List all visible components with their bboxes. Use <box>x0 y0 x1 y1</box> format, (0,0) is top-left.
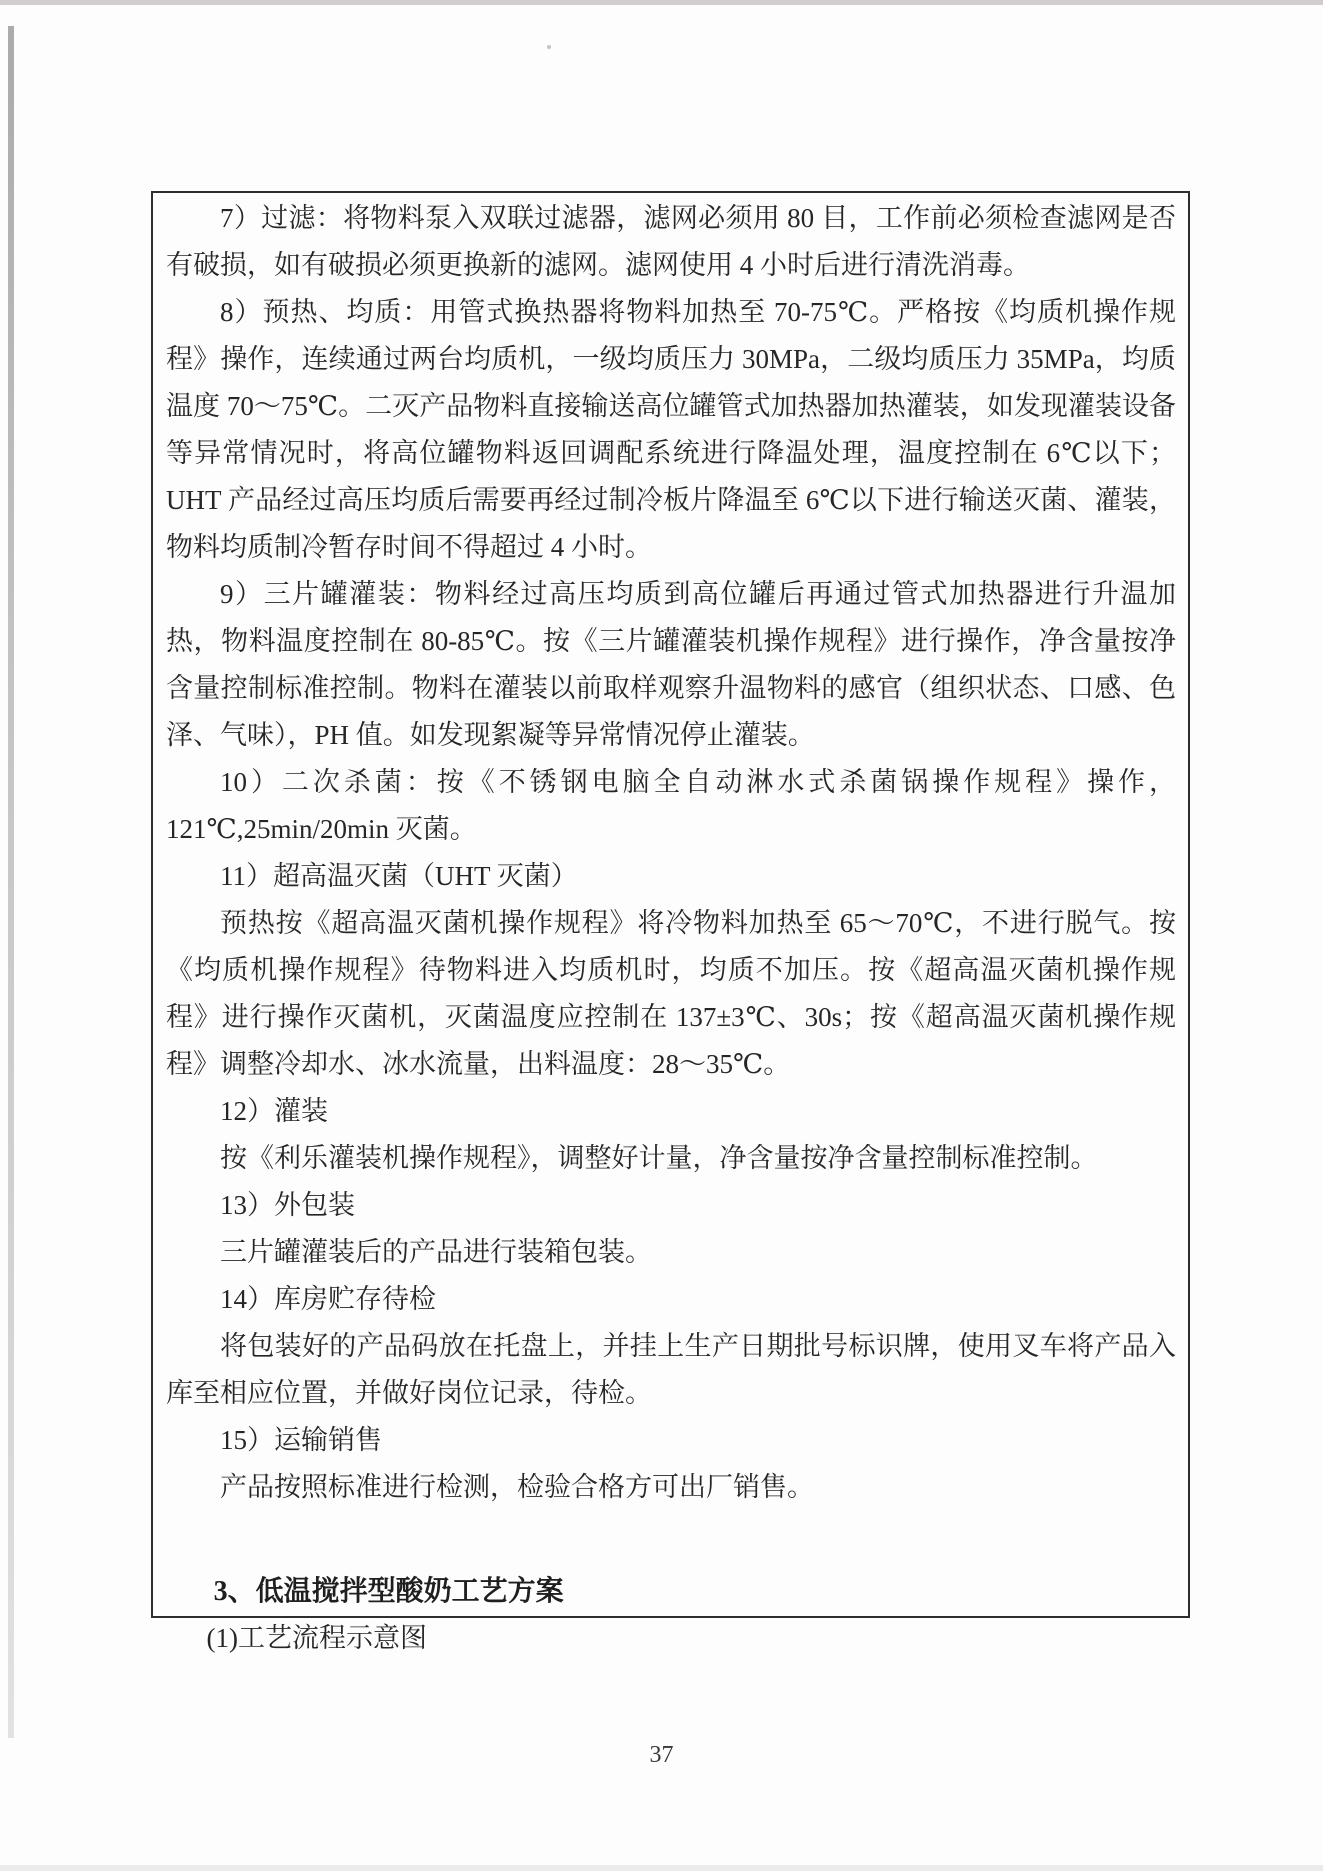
para-15-transport-sales-heading: 15）运输销售 <box>220 1425 382 1455</box>
para-14-warehouse-heading: 14）库房贮存待检 <box>220 1284 436 1314</box>
para-11-uht-heading: 11）超高温灭菌（UHT 灭菌） <box>220 861 578 891</box>
para-11-uht-body: 预热按《超高温灭菌机操作规程》将冷物料加热至 65～70℃，不进行脱气。按《均质机操作规程》待物料进入均质机时，均质不加压。按《超高温灭菌机操作规程》进行操作灭菌机，灭菌温度应控制在 137±3℃、30s；按《超高温灭菌机操作规程》调整冷却水、冰水流量，出料温度：28～35℃。 <box>166 908 1176 1079</box>
document-frame <box>151 191 1190 1653</box>
para-8-preheat-homogenize: 8）预热、均质：用管式换热器将物料加热至 70-75℃。严格按《均质机操作规程》操作，连续通过两台均质机，一级均质压力 30MPa，二级均质压力 35MPa，均质温度 70～75℃。二灭产品物料直接输送高位罐管式加热器加热灌装，如发现灌装设备等异常情况时，将高位罐物料返回调配系统进行降温处理，温度控制在 6℃以下；UHT 产品经过高压均质后需要再经过制冷板片降温至 6℃以下进行输送灭菌、灌装，物料均质制冷暂存时间不得超过 4 小时。 <box>166 297 1176 562</box>
para-7-filtering: 7）过滤：将物料泵入双联过滤器，滤网必须用 80 目，工作前必须检查滤网是否有破损，如有破损必须更换新的滤网。滤网使用 4 小时后进行清洗消毒。 <box>166 203 1176 280</box>
para-12-filling-body: 按《利乐灌装机操作规程》，调整好计量，净含量按净含量控制标准控制。 <box>220 1143 1098 1173</box>
page-number: 37 <box>649 1742 674 1768</box>
scan-speck <box>547 45 551 49</box>
para-15-transport-sales-body: 产品按照标准进行检测，检验合格方可出厂销售。 <box>220 1472 814 1502</box>
para-12-filling-heading: 12）灌装 <box>220 1096 328 1126</box>
para-13-outer-packaging-heading: 13）外包装 <box>220 1190 355 1220</box>
para-10-secondary-sterilization: 10）二次杀菌：按《不锈钢电脑全自动淋水式杀菌锅操作规程》操作，121℃,25min/20min 灭菌。 <box>166 767 1176 844</box>
scan-edge-left <box>8 26 14 1738</box>
section-3-subheading: (1)工艺流程示意图 <box>206 1623 427 1653</box>
section-3-heading: 3、低温搅拌型酸奶工艺方案 <box>213 1576 564 1607</box>
para-9-three-piece-can-filling: 9）三片罐灌装：物料经过高压均质到高位罐后再通过管式加热器进行升温加热，物料温度控制在 80-85℃。按《三片罐灌装机操作规程》进行操作，净含量按净含量控制标准控制。物料在灌装以前取样观察升温物料的感官（组织状态、口感、色泽、气味），PH 值。如发现絮凝等异常情况停止灌装。 <box>166 579 1176 750</box>
scan-edge-bottom <box>0 1865 1323 1871</box>
para-13-outer-packaging-body: 三片罐灌装后的产品进行装箱包装。 <box>220 1237 652 1267</box>
para-14-warehouse-body: 将包装好的产品码放在托盘上，并挂上生产日期批号标识牌，使用叉车将产品入库至相应位置，并做好岗位记录，待检。 <box>166 1331 1176 1408</box>
scan-edge-top <box>0 0 1323 5</box>
